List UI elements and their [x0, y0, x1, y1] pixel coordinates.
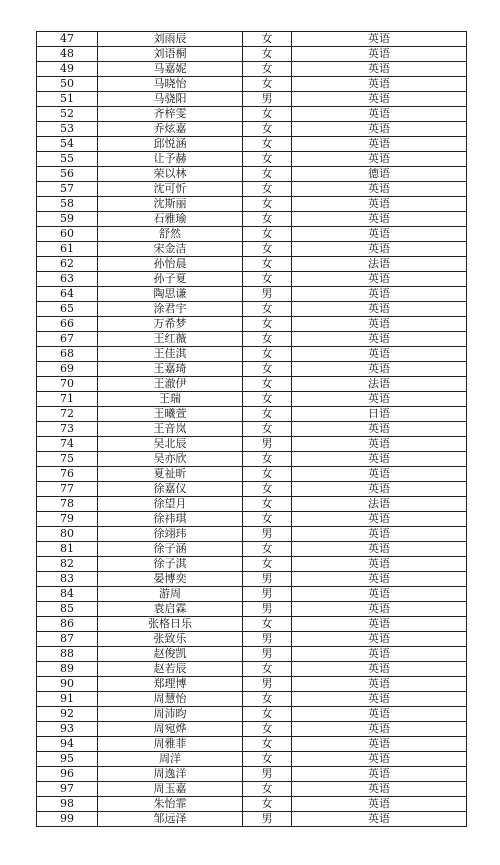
table-row — [37, 812, 467, 827]
student-number-cell: 89 — [37, 662, 98, 677]
student-language-cell: 英语 — [292, 197, 467, 212]
student-gender-cell: 女 — [243, 167, 292, 182]
student-number-cell: 69 — [37, 362, 98, 377]
student-name-cell: 晏博奕 — [98, 572, 243, 587]
student-name-cell: 赵俊凯 — [98, 647, 243, 662]
table-row — [37, 47, 467, 62]
student-number-cell: 83 — [37, 572, 98, 587]
student-number-cell: 65 — [37, 302, 98, 317]
student-language-cell: 英语 — [292, 617, 467, 632]
student-name-cell: 周慧怡 — [98, 692, 243, 707]
student-number-cell: 70 — [37, 377, 98, 392]
student-number-cell: 85 — [37, 602, 98, 617]
student-number-cell: 95 — [37, 752, 98, 767]
student-number-cell: 55 — [37, 152, 98, 167]
student-number-cell: 78 — [37, 497, 98, 512]
student-number-cell: 58 — [37, 197, 98, 212]
student-gender-cell: 女 — [243, 617, 292, 632]
student-number-cell: 87 — [37, 632, 98, 647]
student-number-cell: 64 — [37, 287, 98, 302]
student-language-cell: 英语 — [292, 422, 467, 437]
student-number-cell: 62 — [37, 257, 98, 272]
student-language-cell: 英语 — [292, 797, 467, 812]
student-number-cell: 84 — [37, 587, 98, 602]
student-language-cell: 英语 — [292, 782, 467, 797]
table-row — [37, 617, 467, 632]
table-row — [37, 557, 467, 572]
table-row — [37, 722, 467, 737]
table-row — [37, 137, 467, 152]
table-row — [37, 227, 467, 242]
student-number-cell: 48 — [37, 47, 98, 62]
student-language-cell: 法语 — [292, 497, 467, 512]
student-language-cell: 英语 — [292, 332, 467, 347]
student-language-cell: 英语 — [292, 677, 467, 692]
student-number-cell: 56 — [37, 167, 98, 182]
roster-body — [37, 32, 467, 827]
student-language-cell: 英语 — [292, 647, 467, 662]
student-gender-cell: 男 — [243, 677, 292, 692]
student-language-cell: 英语 — [292, 527, 467, 542]
student-name-cell: 吴亦欣 — [98, 452, 243, 467]
student-name-cell: 吴北辰 — [98, 437, 243, 452]
student-name-cell: 徐嘉仪 — [98, 482, 243, 497]
student-number-cell: 92 — [37, 707, 98, 722]
table-row — [37, 407, 467, 422]
student-name-cell: 沈可忻 — [98, 182, 243, 197]
table-row — [37, 602, 467, 617]
student-name-cell: 石雅瑜 — [98, 212, 243, 227]
student-number-cell: 52 — [37, 107, 98, 122]
student-name-cell: 孙怡晨 — [98, 257, 243, 272]
student-name-cell: 王红薇 — [98, 332, 243, 347]
student-language-cell: 英语 — [292, 317, 467, 332]
student-name-cell: 万希梦 — [98, 317, 243, 332]
student-gender-cell: 女 — [243, 62, 292, 77]
student-language-cell: 法语 — [292, 377, 467, 392]
student-number-cell: 59 — [37, 212, 98, 227]
student-number-cell: 72 — [37, 407, 98, 422]
table-row — [37, 287, 467, 302]
student-gender-cell: 男 — [243, 632, 292, 647]
student-gender-cell: 男 — [243, 767, 292, 782]
table-row — [37, 647, 467, 662]
student-number-cell: 99 — [37, 812, 98, 827]
student-gender-cell: 女 — [243, 482, 292, 497]
student-gender-cell: 女 — [243, 362, 292, 377]
student-gender-cell: 女 — [243, 452, 292, 467]
student-name-cell: 马晓怡 — [98, 77, 243, 92]
student-number-cell: 51 — [37, 92, 98, 107]
student-language-cell: 英语 — [292, 722, 467, 737]
student-gender-cell: 女 — [243, 212, 292, 227]
student-language-cell: 英语 — [292, 692, 467, 707]
student-gender-cell: 女 — [243, 662, 292, 677]
student-gender-cell: 女 — [243, 707, 292, 722]
student-name-cell: 王佳淇 — [98, 347, 243, 362]
table-row — [37, 662, 467, 677]
table-row — [37, 452, 467, 467]
student-name-cell: 徐翊玮 — [98, 527, 243, 542]
table-row — [37, 257, 467, 272]
table-row — [37, 77, 467, 92]
student-language-cell: 英语 — [292, 47, 467, 62]
student-number-cell: 74 — [37, 437, 98, 452]
table-row — [37, 302, 467, 317]
student-gender-cell: 女 — [243, 272, 292, 287]
student-name-cell: 邱悦涵 — [98, 137, 243, 152]
student-gender-cell: 女 — [243, 317, 292, 332]
table-row — [37, 377, 467, 392]
student-language-cell: 英语 — [292, 482, 467, 497]
student-language-cell: 英语 — [292, 212, 467, 227]
table-row — [37, 242, 467, 257]
student-gender-cell: 女 — [243, 542, 292, 557]
student-name-cell: 周玉嘉 — [98, 782, 243, 797]
table-row — [37, 467, 467, 482]
student-language-cell: 英语 — [292, 242, 467, 257]
student-language-cell: 法语 — [292, 257, 467, 272]
table-row — [37, 392, 467, 407]
student-number-cell: 57 — [37, 182, 98, 197]
student-language-cell: 英语 — [292, 452, 467, 467]
student-gender-cell: 男 — [243, 812, 292, 827]
student-gender-cell: 女 — [243, 422, 292, 437]
student-language-cell: 英语 — [292, 182, 467, 197]
student-number-cell: 71 — [37, 392, 98, 407]
student-language-cell: 英语 — [292, 602, 467, 617]
student-name-cell: 朱怡霏 — [98, 797, 243, 812]
student-number-cell: 68 — [37, 347, 98, 362]
student-number-cell: 98 — [37, 797, 98, 812]
table-row — [37, 347, 467, 362]
student-name-cell: 周雅菲 — [98, 737, 243, 752]
student-number-cell: 76 — [37, 467, 98, 482]
student-number-cell: 88 — [37, 647, 98, 662]
student-number-cell: 94 — [37, 737, 98, 752]
student-gender-cell: 女 — [243, 137, 292, 152]
table-row — [37, 62, 467, 77]
student-gender-cell: 男 — [243, 572, 292, 587]
student-gender-cell: 女 — [243, 32, 292, 47]
student-language-cell: 英语 — [292, 152, 467, 167]
student-name-cell: 宋金洁 — [98, 242, 243, 257]
student-gender-cell: 女 — [243, 227, 292, 242]
student-name-cell: 袁启霖 — [98, 602, 243, 617]
student-language-cell: 英语 — [292, 392, 467, 407]
student-name-cell: 让予赫 — [98, 152, 243, 167]
student-name-cell: 邹远泽 — [98, 812, 243, 827]
student-name-cell: 陶思谦 — [98, 287, 243, 302]
table-row — [37, 167, 467, 182]
student-number-cell: 81 — [37, 542, 98, 557]
student-gender-cell: 女 — [243, 407, 292, 422]
student-language-cell: 英语 — [292, 572, 467, 587]
student-name-cell: 王澈伊 — [98, 377, 243, 392]
table-row — [37, 332, 467, 347]
student-name-cell: 徐子涵 — [98, 542, 243, 557]
table-row — [37, 362, 467, 377]
student-number-cell: 96 — [37, 767, 98, 782]
student-name-cell: 徐祎琪 — [98, 512, 243, 527]
student-number-cell: 47 — [37, 32, 98, 47]
student-number-cell: 80 — [37, 527, 98, 542]
student-gender-cell: 男 — [243, 437, 292, 452]
student-name-cell: 张格日乐 — [98, 617, 243, 632]
student-name-cell: 刘语桐 — [98, 47, 243, 62]
student-name-cell: 王音岚 — [98, 422, 243, 437]
student-gender-cell: 女 — [243, 737, 292, 752]
student-language-cell: 英语 — [292, 77, 467, 92]
student-language-cell: 英语 — [292, 812, 467, 827]
student-gender-cell: 女 — [243, 77, 292, 92]
student-number-cell: 86 — [37, 617, 98, 632]
student-name-cell: 周逸洋 — [98, 767, 243, 782]
student-gender-cell: 女 — [243, 257, 292, 272]
student-language-cell: 英语 — [292, 767, 467, 782]
student-gender-cell: 男 — [243, 602, 292, 617]
student-number-cell: 75 — [37, 452, 98, 467]
student-language-cell: 英语 — [292, 587, 467, 602]
table-row — [37, 752, 467, 767]
student-gender-cell: 女 — [243, 242, 292, 257]
student-gender-cell: 男 — [243, 587, 292, 602]
student-language-cell: 英语 — [292, 737, 467, 752]
student-name-cell: 郑理博 — [98, 677, 243, 692]
student-number-cell: 97 — [37, 782, 98, 797]
student-language-cell: 英语 — [292, 122, 467, 137]
table-row — [37, 737, 467, 752]
student-gender-cell: 女 — [243, 377, 292, 392]
student-name-cell: 马嘉妮 — [98, 62, 243, 77]
student-number-cell: 54 — [37, 137, 98, 152]
table-row — [37, 782, 467, 797]
student-roster-table — [36, 31, 467, 827]
student-language-cell: 英语 — [292, 512, 467, 527]
student-name-cell: 周洋 — [98, 752, 243, 767]
student-gender-cell: 女 — [243, 47, 292, 62]
table-row — [37, 767, 467, 782]
student-name-cell: 赵若辰 — [98, 662, 243, 677]
table-row — [37, 272, 467, 287]
student-name-cell: 周宛烨 — [98, 722, 243, 737]
student-name-cell: 涂君宇 — [98, 302, 243, 317]
student-number-cell: 53 — [37, 122, 98, 137]
student-name-cell: 张致乐 — [98, 632, 243, 647]
table-row — [37, 107, 467, 122]
student-language-cell: 英语 — [292, 137, 467, 152]
student-language-cell: 英语 — [292, 272, 467, 287]
student-number-cell: 77 — [37, 482, 98, 497]
table-row — [37, 437, 467, 452]
student-language-cell: 英语 — [292, 662, 467, 677]
table-row — [37, 497, 467, 512]
table-row — [37, 197, 467, 212]
student-language-cell: 英语 — [292, 227, 467, 242]
table-row — [37, 527, 467, 542]
student-gender-cell: 女 — [243, 782, 292, 797]
table-row — [37, 512, 467, 527]
student-gender-cell: 女 — [243, 392, 292, 407]
student-gender-cell: 女 — [243, 467, 292, 482]
student-gender-cell: 女 — [243, 797, 292, 812]
student-name-cell: 荣以林 — [98, 167, 243, 182]
table-row — [37, 632, 467, 647]
student-name-cell: 游周 — [98, 587, 243, 602]
table-row — [37, 317, 467, 332]
student-gender-cell: 女 — [243, 557, 292, 572]
student-number-cell: 79 — [37, 512, 98, 527]
student-name-cell: 乔炫嘉 — [98, 122, 243, 137]
student-language-cell: 英语 — [292, 362, 467, 377]
table-row — [37, 542, 467, 557]
student-gender-cell: 女 — [243, 197, 292, 212]
student-gender-cell: 女 — [243, 152, 292, 167]
student-name-cell: 王曦萱 — [98, 407, 243, 422]
student-gender-cell: 男 — [243, 287, 292, 302]
student-name-cell: 刘雨辰 — [98, 32, 243, 47]
student-language-cell: 英语 — [292, 62, 467, 77]
table-row — [37, 182, 467, 197]
student-gender-cell: 男 — [243, 92, 292, 107]
student-gender-cell: 女 — [243, 752, 292, 767]
table-row — [37, 482, 467, 497]
student-language-cell: 日语 — [292, 407, 467, 422]
student-language-cell: 英语 — [292, 707, 467, 722]
table-row — [37, 587, 467, 602]
student-language-cell: 英语 — [292, 287, 467, 302]
student-language-cell: 英语 — [292, 302, 467, 317]
student-gender-cell: 女 — [243, 512, 292, 527]
student-gender-cell: 女 — [243, 302, 292, 317]
student-name-cell: 周沛昀 — [98, 707, 243, 722]
table-row — [37, 797, 467, 812]
student-gender-cell: 女 — [243, 332, 292, 347]
student-name-cell: 王嘉琦 — [98, 362, 243, 377]
student-gender-cell: 女 — [243, 497, 292, 512]
student-name-cell: 齐梓雯 — [98, 107, 243, 122]
table-row — [37, 422, 467, 437]
student-gender-cell: 男 — [243, 647, 292, 662]
student-name-cell: 沈斯丽 — [98, 197, 243, 212]
table-row — [37, 677, 467, 692]
student-language-cell: 英语 — [292, 752, 467, 767]
student-gender-cell: 男 — [243, 527, 292, 542]
student-name-cell: 舒然 — [98, 227, 243, 242]
table-row — [37, 572, 467, 587]
table-row — [37, 707, 467, 722]
student-gender-cell: 女 — [243, 122, 292, 137]
student-number-cell: 60 — [37, 227, 98, 242]
student-number-cell: 93 — [37, 722, 98, 737]
student-number-cell: 63 — [37, 272, 98, 287]
student-number-cell: 61 — [37, 242, 98, 257]
student-language-cell: 英语 — [292, 557, 467, 572]
student-gender-cell: 女 — [243, 347, 292, 362]
student-gender-cell: 女 — [243, 182, 292, 197]
student-number-cell: 90 — [37, 677, 98, 692]
student-number-cell: 82 — [37, 557, 98, 572]
student-name-cell: 夏祉昕 — [98, 467, 243, 482]
student-name-cell: 徐望月 — [98, 497, 243, 512]
student-language-cell: 英语 — [292, 542, 467, 557]
student-gender-cell: 女 — [243, 107, 292, 122]
student-language-cell: 英语 — [292, 92, 467, 107]
student-language-cell: 英语 — [292, 107, 467, 122]
student-gender-cell: 女 — [243, 692, 292, 707]
student-name-cell: 马骁阳 — [98, 92, 243, 107]
student-number-cell: 50 — [37, 77, 98, 92]
student-language-cell: 英语 — [292, 437, 467, 452]
student-language-cell: 德语 — [292, 167, 467, 182]
student-number-cell: 91 — [37, 692, 98, 707]
student-gender-cell: 女 — [243, 722, 292, 737]
student-number-cell: 49 — [37, 62, 98, 77]
student-number-cell: 73 — [37, 422, 98, 437]
student-name-cell: 孙子夏 — [98, 272, 243, 287]
student-language-cell: 英语 — [292, 32, 467, 47]
table-row — [37, 122, 467, 137]
student-name-cell: 徐子淇 — [98, 557, 243, 572]
student-name-cell: 王瑞 — [98, 392, 243, 407]
table-row — [37, 692, 467, 707]
student-number-cell: 67 — [37, 332, 98, 347]
table-row — [37, 92, 467, 107]
student-language-cell: 英语 — [292, 467, 467, 482]
table-row — [37, 212, 467, 227]
student-number-cell: 66 — [37, 317, 98, 332]
student-language-cell: 英语 — [292, 632, 467, 647]
table-row — [37, 32, 467, 47]
student-language-cell: 英语 — [292, 347, 467, 362]
table-row — [37, 152, 467, 167]
